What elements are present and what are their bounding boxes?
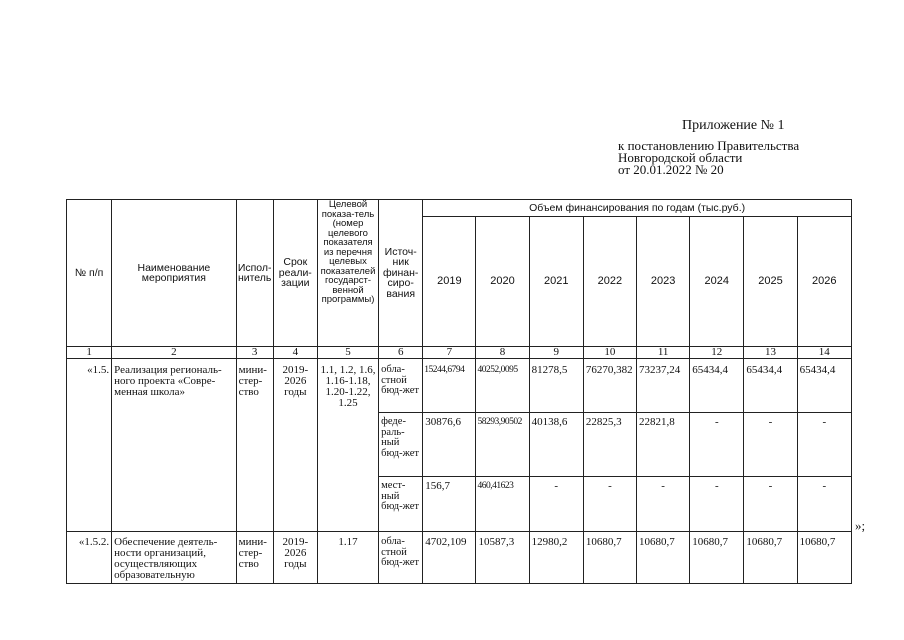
value-cell: 81278,5 bbox=[529, 359, 583, 413]
column-number: 12 bbox=[690, 347, 744, 359]
column-number: 8 bbox=[476, 347, 529, 359]
value-cell: 22821,8 bbox=[637, 413, 690, 477]
value-cell: - bbox=[690, 413, 744, 477]
value-cell: - bbox=[583, 477, 636, 532]
row-number: «1.5. bbox=[67, 359, 112, 532]
region-line: Новгородской области bbox=[618, 150, 743, 165]
column-number: 5 bbox=[317, 347, 378, 359]
value-cell: - bbox=[744, 477, 797, 532]
row-name: Обеспечение деятель-ности организаций, осуществляющих образовательную bbox=[112, 532, 236, 584]
value-cell: 10680,7 bbox=[637, 532, 690, 584]
column-number: 3 bbox=[236, 347, 273, 359]
value-cell: 10587,3 bbox=[476, 532, 529, 584]
year-header: 2022 bbox=[583, 217, 636, 347]
col-header-num: № п/п bbox=[67, 200, 112, 347]
value-cell: 10680,7 bbox=[690, 532, 744, 584]
col-header-name: Наименование мероприятия bbox=[112, 200, 236, 347]
column-number: 14 bbox=[797, 347, 851, 359]
value-cell: 40138,6 bbox=[529, 413, 583, 477]
row-term: 2019-2026 годы bbox=[273, 532, 317, 584]
value-cell: - bbox=[797, 477, 851, 532]
value-cell: 12980,2 bbox=[529, 532, 583, 584]
year-header: 2024 bbox=[690, 217, 744, 347]
table-row bbox=[67, 532, 852, 584]
row-source: феде-раль-ный бюд-жет bbox=[379, 413, 423, 477]
year-header: 2020 bbox=[476, 217, 529, 347]
value-cell: 10680,7 bbox=[744, 532, 797, 584]
value-cell: 4702,109 bbox=[423, 532, 476, 584]
header-row bbox=[67, 200, 852, 217]
closing-quote: »; bbox=[855, 518, 866, 533]
value-cell: 76270,382 bbox=[583, 359, 636, 413]
col-header-target: Целевой показа-тель (номер целевого показателя из перечня целевых показателей государст-венной программы) bbox=[317, 200, 378, 347]
value-cell: 15244,6794 bbox=[423, 359, 476, 413]
value-cell: 460,41623 bbox=[476, 477, 529, 532]
value-cell: 73237,24 bbox=[637, 359, 690, 413]
resolution-line: к постановлению Правительства bbox=[618, 138, 800, 153]
value-cell: 40252,0095 bbox=[476, 359, 529, 413]
col-header-executor: Испол-нитель bbox=[236, 200, 273, 347]
value-cell: 156,7 bbox=[423, 477, 476, 532]
row-target: 1.1, 1.2, 1.6, 1.16-1.18, 1.20-1.22, 1.25 bbox=[317, 359, 378, 532]
col-header-funding: Объем финансирования по годам (тыс.руб.) bbox=[423, 200, 852, 217]
appendix-title: Приложение № 1 bbox=[682, 118, 785, 133]
column-numbers-row bbox=[67, 347, 852, 359]
value-cell: 10680,7 bbox=[797, 532, 851, 584]
value-cell: 65434,4 bbox=[744, 359, 797, 413]
value-cell: 65434,4 bbox=[797, 359, 851, 413]
value-cell: - bbox=[797, 413, 851, 477]
year-header: 2025 bbox=[744, 217, 797, 347]
col-header-source: Источ-ник финан-сиро-вания bbox=[379, 200, 423, 347]
row-executor: мини-стер-ство bbox=[236, 532, 273, 584]
column-number: 7 bbox=[423, 347, 476, 359]
column-number: 2 bbox=[112, 347, 236, 359]
value-cell: - bbox=[690, 477, 744, 532]
row-target: 1.17 bbox=[317, 532, 378, 584]
row-executor: мини-стер-ство bbox=[236, 359, 273, 532]
row-name: Реализация региональ-ного проекта «Совре-менная школа» bbox=[112, 359, 236, 532]
row-source: мест-ный бюд-жет bbox=[379, 477, 423, 532]
value-cell: 10680,7 bbox=[583, 532, 636, 584]
column-number: 6 bbox=[379, 347, 423, 359]
year-header: 2019 bbox=[423, 217, 476, 347]
column-number: 9 bbox=[529, 347, 583, 359]
value-cell: 58293,90502 bbox=[476, 413, 529, 477]
row-term: 2019-2026 годы bbox=[273, 359, 317, 532]
col-header-term: Срок реали-зации bbox=[273, 200, 317, 347]
column-number: 1 bbox=[67, 347, 112, 359]
funding-table bbox=[66, 199, 852, 584]
row-number: «1.5.2. bbox=[67, 532, 112, 584]
year-header: 2023 bbox=[637, 217, 690, 347]
value-cell: - bbox=[637, 477, 690, 532]
column-number: 4 bbox=[273, 347, 317, 359]
row-source: обла-стной бюд-жет bbox=[379, 359, 423, 413]
value-cell: 30876,6 bbox=[423, 413, 476, 477]
date-line: от 20.01.2022 № 20 bbox=[618, 162, 724, 177]
column-number: 11 bbox=[637, 347, 690, 359]
column-number: 10 bbox=[583, 347, 636, 359]
year-header: 2021 bbox=[529, 217, 583, 347]
value-cell: - bbox=[529, 477, 583, 532]
value-cell: 22825,3 bbox=[583, 413, 636, 477]
year-header: 2026 bbox=[797, 217, 851, 347]
column-number: 13 bbox=[744, 347, 797, 359]
row-source: обла-стной бюд-жет bbox=[379, 532, 423, 584]
table-row bbox=[67, 359, 852, 413]
value-cell: 65434,4 bbox=[690, 359, 744, 413]
value-cell: - bbox=[744, 413, 797, 477]
